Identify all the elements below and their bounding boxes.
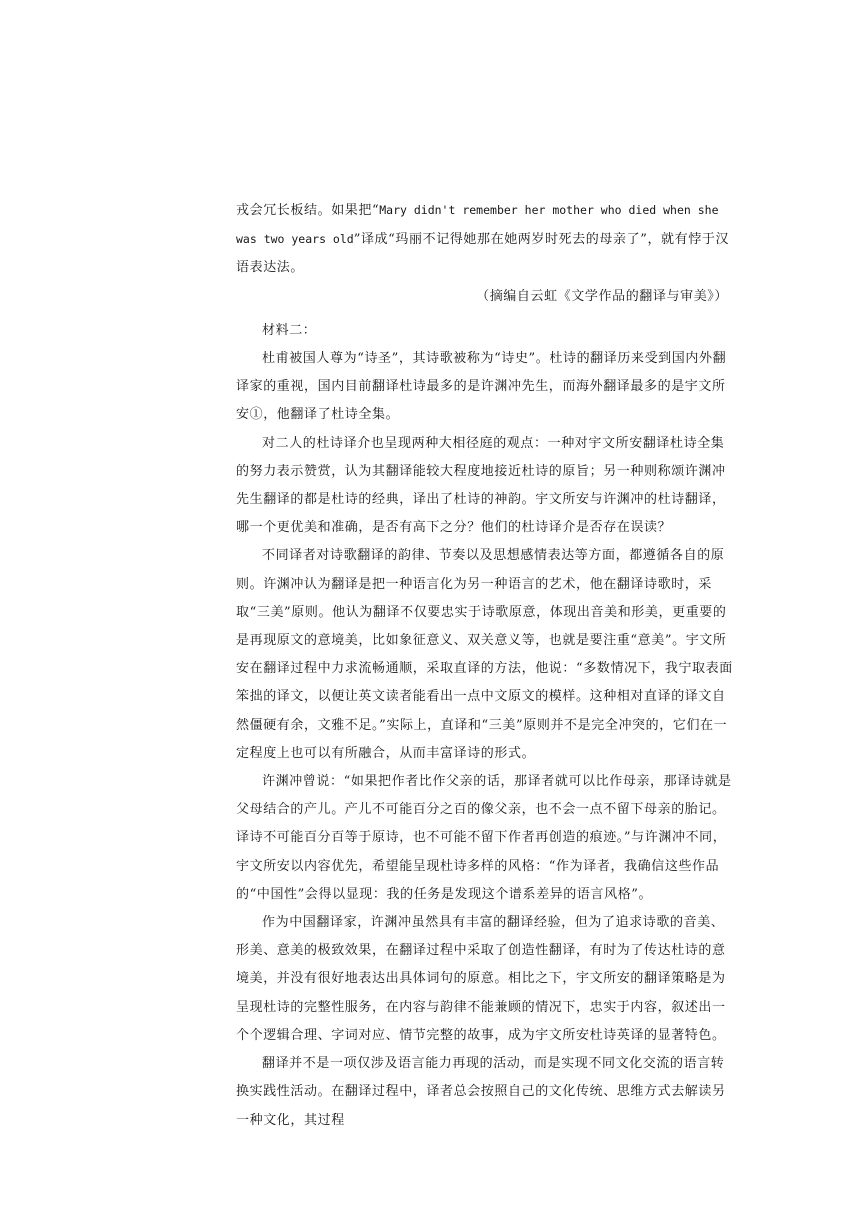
paragraph-2: 对二人的杜诗译介也呈现两种大相径庭的观点：一种对宇文所安翻译杜诗全集的努力表示赞赏，认为其翻译能较大程度地接近杜诗的原旨；另一种则称颂许渊冲先生翻译的都是杜诗的经典，译出了杜诗的神韵。宇文所安与许渊冲的杜诗翻译，哪一个更优美和准确，是否有高下之分？他们的杜诗译介是否存在误读？: [236, 435, 726, 536]
paragraph-continued: [236, 196, 736, 283]
english-quote: Mary didn't remember her mother who died when she was two years old: [236, 203, 719, 247]
section-heading: 材料二：: [262, 322, 317, 338]
paragraph-4: 许渊冲曾说：“如果把作者比作父亲的话，那译者就可以比作母亲，那译诗就是父母结合的产儿。产儿不可能百分之百的像父亲，也不会一点不留下母亲的胎记。译诗不可能百分百等于原诗，也不可能不留下作者再创造的痕迹。”与许渊冲不同，宇文所安以内容优先，希望能呈现杜诗多样的风格：“作为译者，我确信这些作品的“中国性”会得以显现：我的任务是发现这个谱系差异的语言风格”。: [236, 774, 732, 902]
paragraph-3: 不同译者对诗歌翻译的韵律、节奏以及思想感情表达等方面，都遵循各自的原则。许渊冲认为翻译是把一种语言化为另一种语言的艺术，他在翻译诗歌时，采取“三美”原则。他认为翻译不仅要忠实于诗歌原意，体现出音美和形美，更重要的是再现原文的意境美，比如象征意义、双关意义等，也就是要注重“意美”。宇文所安在翻译过程中力求流畅通顺，采取直译的方法，他说：“多数情况下，我宁取表面笨拙的译文，以便让英文读者能看出一点中文原文的模样。这种相对直译的译文自然僵硬有余，文雅不足。”实际上，直译和“三美”原则并不是完全冲突的，它们在一定程度上也可以有所融合，从而丰富译诗的形式。: [236, 548, 733, 761]
paragraph-text: ”译成“玛丽不记得她那在她两岁时死去的母亲了”，就有悖于汉语表达法。: [236, 232, 730, 276]
paragraph-1: 杜甫被国人尊为“诗圣”，其诗歌被称为“诗史”。杜诗的翻译历来受到国内外翻译家的重视，国内目前翻译杜诗最多的是许渊冲先生，而海外翻译最多的是宇文所安①，他翻译了杜诗全集。: [236, 351, 727, 423]
paragraph-6: 翻译并不是一项仅涉及语言能力再现的活动，而是实现不同文化交流的语言转换实践性活动。在翻译过程中，译者总会按照自己的文化传统、思维方式去解读另一种文化，其过程: [236, 1056, 726, 1128]
document-body: [236, 196, 736, 1135]
paragraph-text: 戎会冗长板结。如果把“: [236, 203, 380, 218]
paragraph-5: 作为中国翻译家，许渊冲虽然具有丰富的翻译经验，但为了追求诗歌的音美、形美、意美的极致效果，在翻译过程中采取了创造性翻译，有时为了传达杜诗的意境美，并没有很好地表达出具体词句的原意。相比之下，宇文所安的翻译策略是为呈现杜诗的完整性服务，在内容与韵律不能兼顾的情况下，忠实于内容，叙述出一个个逻辑合理、字词对应、情节完整的故事，成为宇文所安杜诗英译的显著特色。: [236, 915, 726, 1043]
source-citation: （摘编自云虹《文学作品的翻译与审美》）: [476, 288, 728, 304]
